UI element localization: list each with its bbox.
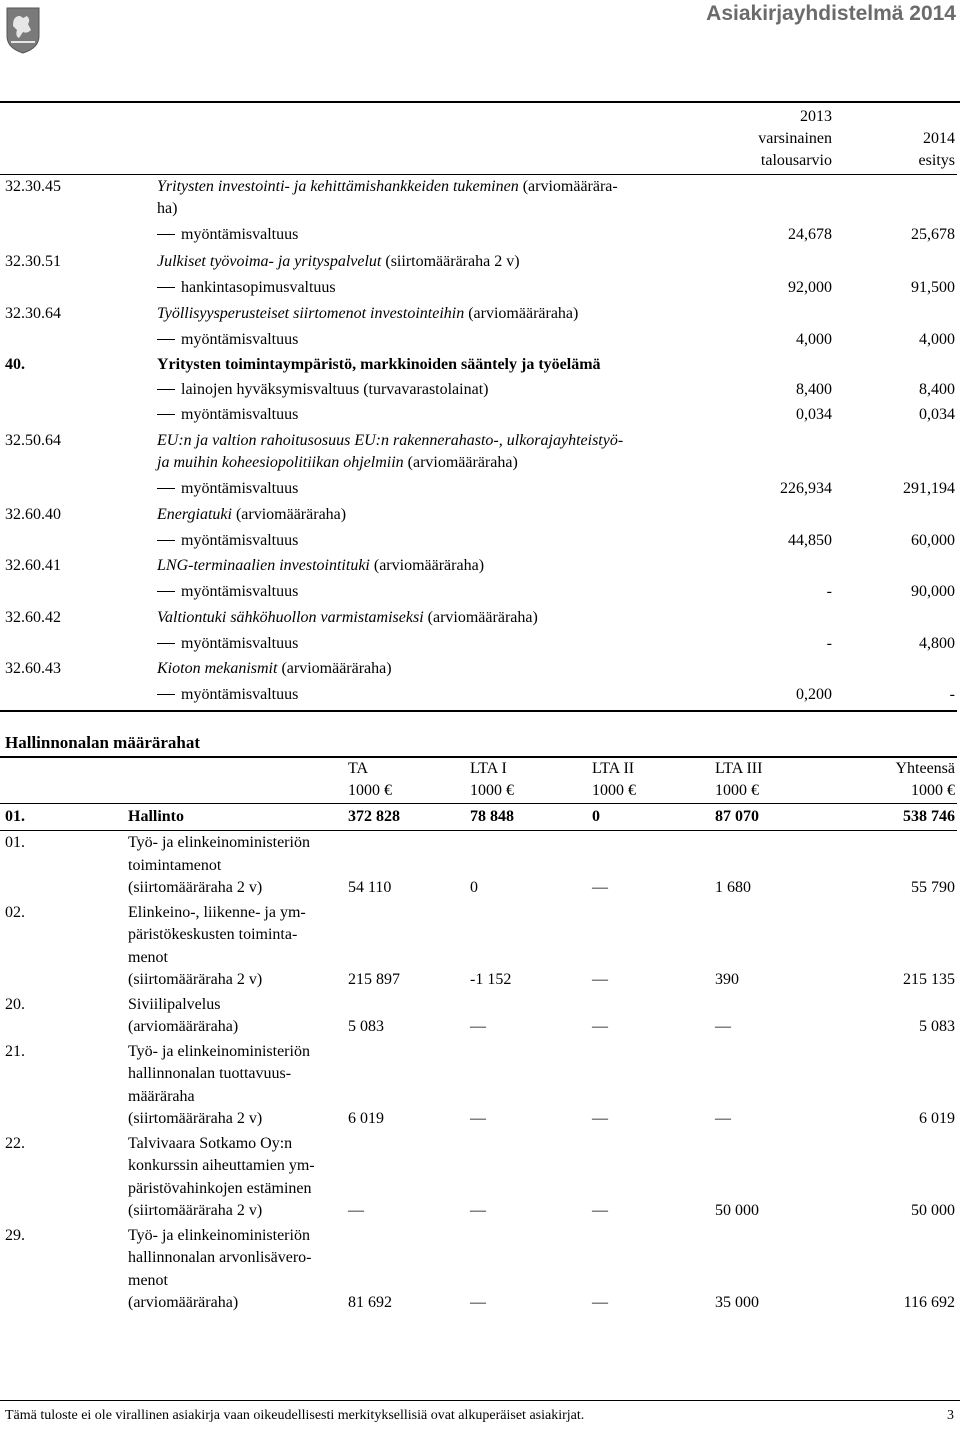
total-rule bbox=[0, 830, 957, 831]
value-2014: 8,400 bbox=[919, 381, 955, 398]
value-2013: - bbox=[826, 583, 832, 600]
item-label-line: Siviilipalvelus bbox=[128, 995, 221, 1013]
col-unit: 1000 € bbox=[348, 782, 392, 799]
item-value-col4: — bbox=[715, 1018, 731, 1035]
row-title: Julkiset työvoima- ja yrityspalvelut (siirtomääräraha 2 v) bbox=[157, 253, 520, 270]
row-item: myöntämisvaltuus bbox=[157, 635, 298, 653]
col-header-lta3: LTA III bbox=[715, 760, 763, 777]
item-label-line: (siirtomääräraha 2 v) bbox=[128, 1202, 263, 1219]
total-code: 01. bbox=[5, 808, 25, 825]
row-item: myöntämisvaltuus bbox=[157, 686, 298, 704]
total-sum: 538 746 bbox=[903, 808, 955, 825]
item-label-line: (siirtomääräraha 2 v) bbox=[128, 971, 263, 988]
row-code: 32.60.40 bbox=[5, 506, 61, 523]
item-value-col4: 35 000 bbox=[715, 1294, 759, 1311]
row-item: myöntämisvaltuus bbox=[157, 532, 298, 550]
item-value-total: 215 135 bbox=[903, 971, 955, 988]
row-item: myöntämisvaltuus bbox=[157, 331, 298, 349]
col-header-lta1: LTA I bbox=[470, 760, 507, 777]
header-rule bbox=[0, 101, 960, 103]
item-label-line: Työ- ja elinkeinoministeriön bbox=[128, 1226, 310, 1244]
item-value-col4: 390 bbox=[715, 971, 739, 988]
column-heading-2014: 2014 esitys bbox=[918, 130, 955, 169]
item-label-line: Työ- ja elinkeinoministeriön bbox=[128, 834, 310, 851]
item-label-line: hallinnonalan tuottavuus- bbox=[128, 1065, 292, 1082]
value-2014: 60,000 bbox=[911, 532, 955, 549]
item-value-col4: 1 680 bbox=[715, 879, 751, 896]
column-heading-2013: 2013 varsinainen talousarvio bbox=[758, 108, 832, 169]
row-code: 32.60.42 bbox=[5, 609, 61, 626]
value-2014: 90,000 bbox=[911, 583, 955, 600]
row-code: 32.60.43 bbox=[5, 660, 61, 677]
total-lta3: 87 070 bbox=[715, 808, 759, 825]
item-value-col4: — bbox=[715, 1110, 731, 1127]
value-2014: 25,678 bbox=[911, 226, 955, 243]
item-value-col3: — bbox=[592, 971, 608, 988]
item-value-total: 50 000 bbox=[911, 1202, 955, 1219]
row-title: Energiatuki (arviomääräraha) bbox=[157, 506, 347, 523]
item-value-col1: 5 083 bbox=[348, 1018, 384, 1035]
value-2013: 8,400 bbox=[796, 381, 832, 398]
col-unit: 1000 € bbox=[715, 782, 759, 799]
value-2013: 0,034 bbox=[796, 406, 832, 423]
row-title: Yritysten investointi- ja kehittämishankkeiden tukeminen (arviomäärära- bbox=[157, 178, 618, 195]
item-code: 20. bbox=[5, 995, 25, 1013]
item-label-line: Talvivaara Sotkamo Oy:n bbox=[128, 1134, 293, 1152]
header-rule bbox=[0, 803, 957, 804]
row-code: 32.30.51 bbox=[5, 253, 61, 270]
value-2013: - bbox=[826, 635, 832, 652]
total-lta1: 78 848 bbox=[470, 808, 514, 825]
item-label-line: päristökeskusten toiminta- bbox=[128, 926, 298, 943]
row-item: myöntämisvaltuus bbox=[157, 226, 298, 244]
value-2014: 291,194 bbox=[903, 480, 955, 497]
item-value-total: 6 019 bbox=[919, 1110, 955, 1127]
footer-disclaimer: Tämä tuloste ei ole virallinen asiakirja vaan oikeudellisesti merkityksellisiä ovat alkuperäiset asiakirjat. bbox=[5, 1408, 585, 1423]
value-2013: 24,678 bbox=[788, 226, 832, 243]
item-code: 21. bbox=[5, 1042, 25, 1060]
row-code: 32.30.64 bbox=[5, 305, 61, 322]
row-item: myöntämisvaltuus bbox=[157, 480, 298, 498]
item-value-col4: 50 000 bbox=[715, 1202, 759, 1219]
item-value-col2: — bbox=[470, 1018, 486, 1035]
item-value-total: 5 083 bbox=[919, 1018, 955, 1035]
row-code: 32.50.64 bbox=[5, 432, 61, 449]
row-item: myöntämisvaltuus bbox=[157, 583, 298, 601]
item-label-line: (siirtomääräraha 2 v) bbox=[128, 1110, 263, 1127]
column-heading-rule bbox=[0, 174, 957, 175]
item-code: 01. bbox=[5, 834, 25, 851]
item-label-line: (arviomääräraha) bbox=[128, 1018, 239, 1035]
table-bottom-rule bbox=[0, 710, 957, 712]
row-title: EU:n ja valtion rahoitusosuus EU:n rakennerahasto-, ulkorajayhteistyö- bbox=[157, 432, 624, 449]
value-2014: - bbox=[949, 686, 955, 703]
item-label-line: konkurssin aiheuttamien ym- bbox=[128, 1157, 315, 1174]
item-label-line: (siirtomääräraha 2 v) bbox=[128, 879, 263, 896]
item-code: 22. bbox=[5, 1134, 25, 1152]
item-value-total: 55 790 bbox=[911, 879, 955, 896]
item-value-col1: 6 019 bbox=[348, 1110, 384, 1127]
item-value-col1: — bbox=[348, 1202, 364, 1219]
col-unit: 1000 € bbox=[470, 782, 514, 799]
item-label-line: päristövahinkojen estäminen bbox=[128, 1179, 312, 1197]
footer-rule bbox=[0, 1400, 960, 1401]
row-title: Yritysten toimintaympäristö, markkinoiden sääntely ja työelämä bbox=[157, 356, 601, 373]
item-value-col2: — bbox=[470, 1110, 486, 1127]
row-code: 32.30.45 bbox=[5, 178, 61, 195]
item-value-col1: 215 897 bbox=[348, 971, 400, 988]
col-header-lta2: LTA II bbox=[592, 760, 635, 777]
total-label: Hallinto bbox=[128, 808, 185, 825]
item-label-line: Työ- ja elinkeinoministeriön bbox=[128, 1042, 310, 1060]
col-unit: 1000 € bbox=[911, 782, 955, 799]
col-unit: 1000 € bbox=[592, 782, 636, 799]
value-2014: 91,500 bbox=[911, 279, 955, 296]
row-title-cont: ha) bbox=[157, 200, 178, 217]
item-code: 29. bbox=[5, 1226, 25, 1244]
item-value-col3: — bbox=[592, 1294, 608, 1311]
value-2013: 44,850 bbox=[788, 532, 832, 549]
item-label-line: hallinnonalan arvonlisävero- bbox=[128, 1249, 312, 1266]
item-value-total: 116 692 bbox=[903, 1294, 955, 1311]
item-value-col3: — bbox=[592, 1018, 608, 1035]
value-2014: 4,000 bbox=[919, 331, 955, 348]
value-2013: 4,000 bbox=[796, 331, 832, 348]
item-value-col3: — bbox=[592, 1110, 608, 1127]
item-value-col2: -1 152 bbox=[470, 971, 512, 988]
item-value-col2: — bbox=[470, 1202, 486, 1219]
value-2014: 0,034 bbox=[919, 406, 955, 423]
value-2013: 226,934 bbox=[780, 480, 832, 497]
item-label-line: menot bbox=[128, 948, 168, 966]
document-title: Asiakirjayhdistelmä 2014 bbox=[706, 2, 956, 25]
item-label-line: määräraha bbox=[128, 1087, 195, 1105]
item-value-col2: 0 bbox=[470, 879, 478, 896]
row-title-cont: ja muihin koheesiopolitiikan ohjelmiin (arviomääräraha) bbox=[157, 454, 518, 471]
row-title: Valtiontuki sähköhuollon varmistamiseksi (arviomääräraha) bbox=[157, 609, 538, 626]
item-code: 02. bbox=[5, 903, 25, 921]
coat-of-arms-logo bbox=[5, 6, 41, 54]
row-title: Työllisyysperusteiset siirtomenot investointeihin (arviomääräraha) bbox=[157, 305, 579, 322]
item-label-line: toimintamenot bbox=[128, 856, 222, 874]
col-header-total: Yhteensä bbox=[895, 760, 955, 777]
value-2013: 0,200 bbox=[796, 686, 832, 703]
item-value-col3: — bbox=[592, 879, 608, 896]
col-header-ta: TA bbox=[348, 760, 369, 777]
row-title: Kioton mekanismit (arviomääräraha) bbox=[157, 660, 392, 677]
item-label-line: Elinkeino-, liikenne- ja ym- bbox=[128, 903, 306, 921]
item-label-line: (arviomääräraha) bbox=[128, 1294, 239, 1311]
value-2014: 4,800 bbox=[919, 635, 955, 652]
page-number: 3 bbox=[947, 1408, 954, 1423]
item-value-col3: — bbox=[592, 1202, 608, 1219]
row-code: 32.60.41 bbox=[5, 557, 61, 574]
row-item: myöntämisvaltuus bbox=[157, 406, 298, 424]
section-title-rule bbox=[0, 756, 957, 758]
item-value-col1: 54 110 bbox=[348, 879, 392, 896]
row-item: lainojen hyväksymisvaltuus (turvavarastolainat) bbox=[157, 381, 488, 399]
item-value-col1: 81 692 bbox=[348, 1294, 392, 1311]
row-title: LNG-terminaalien investointituki (arviomääräraha) bbox=[157, 557, 485, 574]
row-item: hankintasopimusvaltuus bbox=[157, 279, 336, 297]
total-lta2: 0 bbox=[592, 808, 600, 825]
total-ta: 372 828 bbox=[348, 808, 400, 825]
item-label-line: menot bbox=[128, 1271, 168, 1289]
item-value-col2: — bbox=[470, 1294, 486, 1311]
row-code: 40. bbox=[5, 356, 25, 373]
value-2013: 92,000 bbox=[788, 279, 832, 296]
section-title: Hallinnonalan määrärahat bbox=[5, 733, 201, 752]
